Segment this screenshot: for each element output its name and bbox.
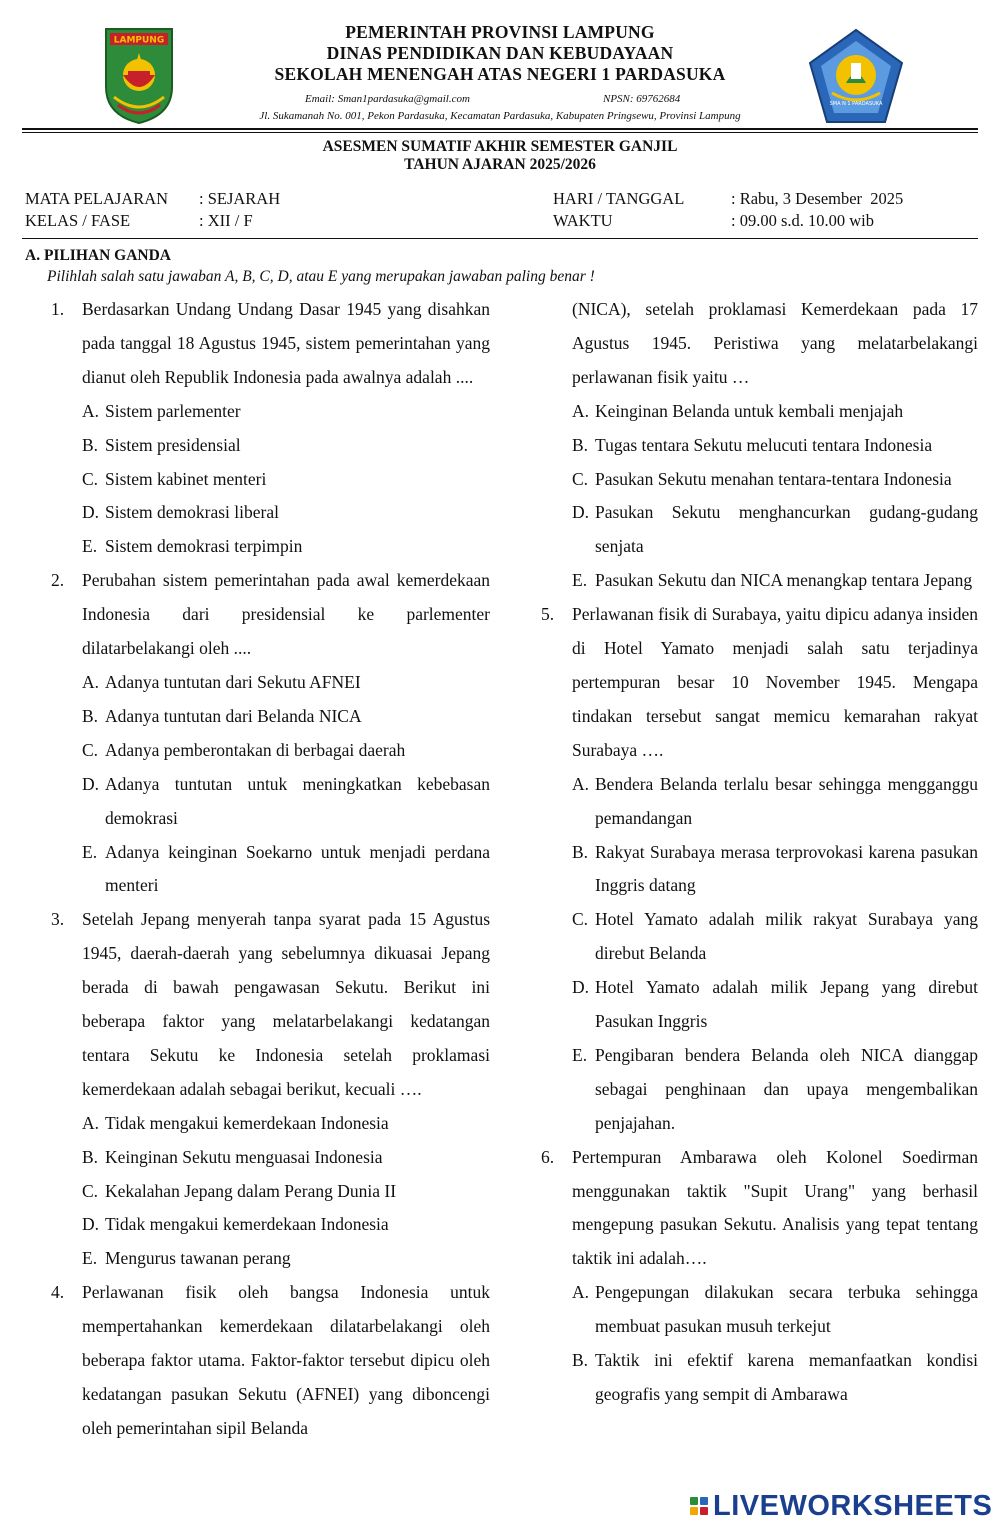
option-a <box>572 768 978 836</box>
letterhead-line-1: PEMERINTAH PROVINSI LAMPUNG <box>345 22 655 42</box>
option-text: Bendera Belanda terlalu besar sehingga mengganggu pemandangan <box>595 773 978 828</box>
option-text: Sistem kabinet menteri <box>105 468 267 489</box>
option-c <box>572 463 978 497</box>
option-b <box>82 1141 490 1175</box>
option-text: Adanya tuntutan untuk meningkatkan kebebasan demokrasi <box>105 773 490 828</box>
option-text: Pengepungan dilakukan secara terbuka sehingga membuat pasukan musuh terkejut <box>595 1282 978 1337</box>
question-stem: Perlawanan fisik di Surabaya, yaitu dipicu adanya insiden di Hotel Yamato menjadi salah satu terjadinya pertempuran besar 10 November 1945. Mengapa tindakan tersebut sangat memicu kemarahan rakyat Surabaya …. <box>572 604 978 760</box>
option-a <box>82 666 490 700</box>
option-letter: D. <box>82 773 100 794</box>
option-letter: A. <box>82 1112 100 1133</box>
question-4-continued <box>535 293 978 598</box>
option-letter: C. <box>572 909 589 930</box>
option-text: Hotel Yamato adalah milik rakyat Surabaya yang direbut Belanda <box>595 909 978 964</box>
option-d <box>572 971 978 1039</box>
option-text: Sistem demokrasi liberal <box>105 502 279 523</box>
question-3 <box>45 903 490 1276</box>
header-rule-thick <box>22 128 978 130</box>
school-npsn: NPSN: 69762684 <box>603 93 681 105</box>
question-number: 6. <box>541 1146 555 1167</box>
option-text: Pasukan Sekutu menahan tentara-tentara Indonesia <box>595 468 952 489</box>
option-text: Tugas tentara Sekutu melucuti tentara Indonesia <box>595 434 933 455</box>
exam-title-line: ASESMEN SUMATIF AKHIR SEMESTER GANJIL <box>322 138 678 155</box>
option-b <box>82 700 490 734</box>
subject-label: MATA PELAJARAN <box>25 189 169 208</box>
option-letter: D. <box>572 977 590 998</box>
option-c <box>82 734 490 768</box>
option-text: Pasukan Sekutu dan NICA menangkap tentara Jepang <box>595 570 973 591</box>
right-column <box>535 293 978 1412</box>
option-e <box>572 1039 978 1141</box>
day-value: : Rabu, 3 Desember 2025 <box>731 189 904 208</box>
info-rule <box>22 238 978 239</box>
option-letter: A. <box>572 773 590 794</box>
question-1 <box>45 293 490 564</box>
letterhead-line-2: DINAS PENDIDIKAN DAN KEBUDAYAAN <box>326 43 674 63</box>
option-d <box>82 496 490 530</box>
option-letter: B. <box>572 841 589 862</box>
option-text: Sistem demokrasi terpimpin <box>105 536 303 557</box>
option-letter: E. <box>82 1248 98 1269</box>
option-b <box>572 429 978 463</box>
exam-year-line: TAHUN AJARAN 2025/2026 <box>404 156 596 173</box>
letterhead <box>180 22 820 85</box>
option-letter: D. <box>82 1214 100 1235</box>
option-a <box>572 395 978 429</box>
option-letter: B. <box>572 434 589 455</box>
option-letter: C. <box>82 1180 99 1201</box>
option-letter: B. <box>82 1146 99 1167</box>
left-column <box>45 293 490 1446</box>
option-letter: E. <box>82 536 98 557</box>
school-logo-text: SMA N 1 PARDASUKA <box>829 101 883 107</box>
question-stem: (NICA), setelah proklamasi Kemerdekaan pada 17 Agustus 1945. Peristiwa yang melatarbelakangi perlawanan fisik yaitu … <box>572 299 978 387</box>
option-text: Pasukan Sekutu menghancurkan gudang-gudang senjata <box>595 502 978 557</box>
option-text: Hotel Yamato adalah milik Jepang yang direbut Pasukan Inggris <box>595 977 978 1032</box>
day-label: HARI / TANGGAL <box>553 189 685 208</box>
option-letter: E. <box>572 1044 588 1065</box>
option-letter: D. <box>82 502 100 523</box>
lampung-logo <box>104 27 174 125</box>
liveworksheets-watermark <box>690 1488 992 1524</box>
school-address: Jl. Sukamanah No. 001, Pekon Pardasuka, Kecamatan Pardasuka, Kabupaten Pringsewu, Provinsi Lampung <box>259 110 741 122</box>
letterhead-line-3: SEKOLAH MENENGAH ATAS NEGERI 1 PARDASUKA <box>274 64 726 84</box>
header-rule-thin <box>22 132 978 133</box>
question-4 <box>45 1276 490 1446</box>
option-letter: C. <box>82 739 99 760</box>
question-number: 5. <box>541 604 555 625</box>
school-email: Email: Sman1pardasuka@gmail.com <box>305 93 470 105</box>
question-stem: Setelah Jepang menyerah tanpa syarat pada 15 Agustus 1945, daerah-daerah yang sebelumnya dikuasai Jepang berada di bawah pengawasan Sekutu. Berikut ini beberapa faktor yang melatarbelakangi kedatangan tentara Sekutu ke Indonesia setelah proklamasi kemerdekaan adalah sebagai berikut, kecuali …. <box>82 909 490 1099</box>
option-text: Keinginan Sekutu menguasai Indonesia <box>105 1146 383 1167</box>
option-letter: D. <box>572 502 590 523</box>
section-instruction: Pilihlah salah satu jawaban A, B, C, D, atau E yang merupakan jawaban paling benar ! <box>47 268 595 285</box>
option-letter: B. <box>82 434 99 455</box>
option-letter: E. <box>82 841 98 862</box>
question-5 <box>535 598 978 1141</box>
question-stem: Berdasarkan Undang Undang Dasar 1945 yang disahkan pada tanggal 18 Agustus 1945, sistem pemerintahan yang dianut oleh Republik Indonesia pada awalnya adalah .... <box>82 299 490 387</box>
section-title: A. PILIHAN GANDA <box>25 247 171 264</box>
option-b <box>572 836 978 904</box>
school-logo <box>806 27 906 127</box>
option-letter: B. <box>572 1350 589 1371</box>
option-letter: A. <box>572 400 590 421</box>
option-e <box>82 530 490 564</box>
question-stem: Perlawanan fisik oleh bangsa Indonesia untuk mempertahankan kemerdekaan dilatarbelakangi oleh beberapa faktor utama. Faktor-faktor tersebut dipicu oleh kedatangan pasukan Sekutu (AFNEI) yang diboncengi oleh pemerintahan sipil Belanda <box>82 1282 490 1438</box>
option-c <box>82 1175 490 1209</box>
option-letter: A. <box>82 400 100 421</box>
option-d <box>82 1208 490 1242</box>
option-letter: C. <box>82 468 99 489</box>
question-number: 3. <box>51 909 65 930</box>
option-e <box>572 564 978 598</box>
option-text: Kekalahan Jepang dalam Perang Dunia II <box>105 1180 397 1201</box>
question-number: 1. <box>51 299 65 319</box>
option-text: Adanya keinginan Soekarno untuk menjadi perdana menteri <box>105 841 490 896</box>
subject-value: : SEJARAH <box>199 189 281 208</box>
option-letter: C. <box>572 468 589 489</box>
option-letter: A. <box>572 1282 590 1303</box>
lampung-logo-text: LAMPUNG <box>113 35 165 46</box>
exam-title <box>0 138 1000 174</box>
option-letter: E. <box>572 570 588 591</box>
option-e <box>82 1242 490 1276</box>
option-text: Sistem parlementer <box>105 400 241 421</box>
option-d <box>572 496 978 564</box>
question-2 <box>45 564 490 903</box>
option-a <box>82 1107 490 1141</box>
option-text: Tidak mengakui kemerdekaan Indonesia <box>105 1214 389 1235</box>
option-text: Mengurus tawanan perang <box>105 1248 291 1269</box>
option-d <box>82 768 490 836</box>
question-stem: Pertempuran Ambarawa oleh Kolonel Soedirman menggunakan taktik "Supit Urang" yang berhasil mengepung pasukan Sekutu. Analisis yang tepat tentang taktik ini adalah…. <box>572 1146 978 1269</box>
option-text: Adanya pemberontakan di berbagai daerah <box>105 739 406 760</box>
question-number: 2. <box>51 570 65 591</box>
contact-row <box>305 93 725 105</box>
time-label: WAKTU <box>553 211 613 230</box>
option-b <box>572 1344 978 1412</box>
option-text: Keinginan Belanda untuk kembali menjajah <box>595 400 904 421</box>
option-text: Rakyat Surabaya merasa terprovokasi karena pasukan Inggris datang <box>595 841 978 896</box>
class-value: : XII / F <box>199 211 253 230</box>
option-a <box>82 395 490 429</box>
option-text: Tidak mengakui kemerdekaan Indonesia <box>105 1112 389 1133</box>
class-label: KELAS / FASE <box>25 211 131 230</box>
question-number: 4. <box>51 1282 65 1303</box>
question-6 <box>535 1141 978 1412</box>
option-c <box>82 463 490 497</box>
option-letter: A. <box>82 671 100 692</box>
option-text: Adanya tuntutan dari Sekutu AFNEI <box>105 671 361 692</box>
time-value: : 09.00 s.d. 10.00 wib <box>731 211 875 230</box>
option-a <box>572 1276 978 1344</box>
watermark-text: LIVEWORKSHEETS <box>713 1489 993 1522</box>
option-text: Sistem presidensial <box>105 434 241 455</box>
question-stem: Perubahan sistem pemerintahan pada awal kemerdekaan Indonesia dari presidensial ke parlementer dilatarbelakangi oleh .... <box>82 570 490 659</box>
option-text: Pengibaran bendera Belanda oleh NICA dianggap sebagai penghinaan dan upaya mengembalikan penjajahan. <box>595 1044 978 1133</box>
option-text: Taktik ini efektif karena memanfaatkan kondisi geografis yang sempit di Ambarawa <box>595 1350 978 1404</box>
option-b <box>82 429 490 463</box>
option-text: Adanya tuntutan dari Belanda NICA <box>105 705 362 726</box>
option-c <box>572 903 978 971</box>
liveworksheets-logo-icon <box>690 1497 708 1515</box>
option-letter: B. <box>82 705 99 726</box>
option-e <box>82 836 490 904</box>
